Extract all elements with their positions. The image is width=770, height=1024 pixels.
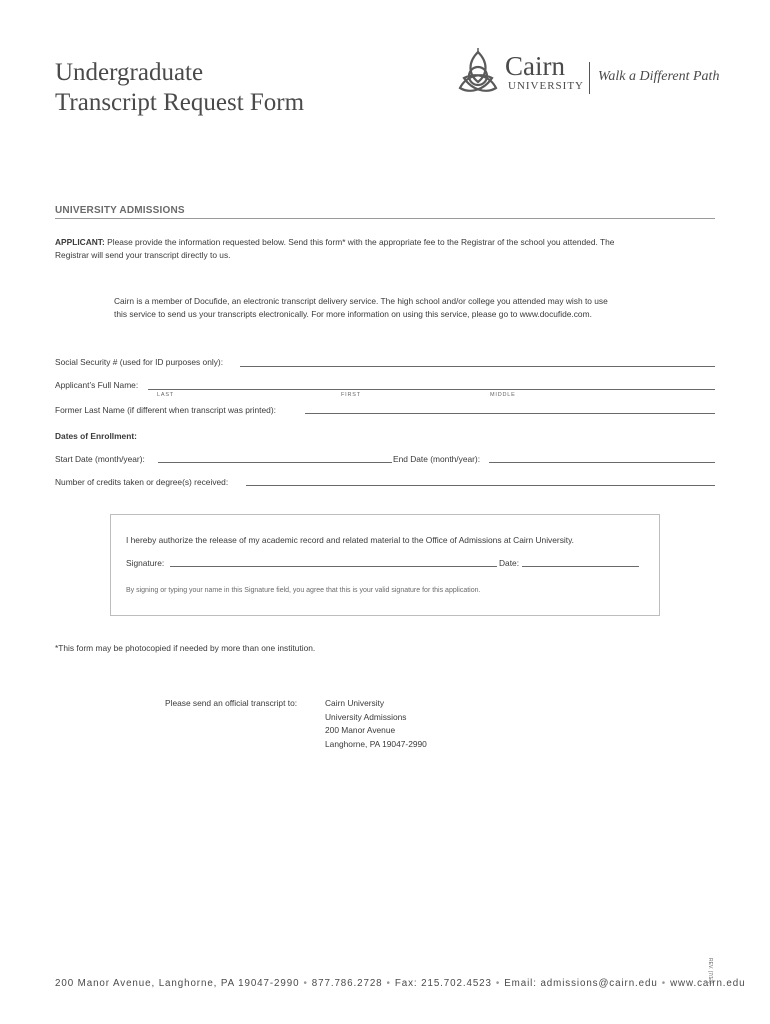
photocopy-note: *This form may be photocopied if needed by more than one institution. — [55, 643, 316, 653]
start-date-field[interactable] — [158, 462, 392, 463]
sub-label-middle: MIDDLE — [490, 392, 516, 398]
ssn-field[interactable] — [240, 366, 715, 367]
send-to-address — [325, 697, 427, 751]
signature-field[interactable] — [170, 566, 497, 567]
date-label: Date: — [499, 558, 520, 568]
send-to-label: Please send an official transcript to: — [165, 698, 298, 708]
authorization-statement: I hereby authorize the release of my academic record and related material to the Office of Admissions at Cairn University. — [126, 535, 574, 545]
address-line-1: Cairn University — [325, 698, 385, 708]
former-name-field[interactable] — [305, 413, 715, 414]
section-divider — [55, 218, 715, 219]
revision-code: REV. (7/13) — [707, 958, 713, 984]
logo-wordmark: Cairn — [505, 51, 565, 81]
sub-label-first: FIRST — [341, 392, 361, 398]
address-line-2: University Admissions — [325, 711, 407, 722]
cairn-knot-logo-icon — [454, 48, 502, 100]
end-date-field[interactable] — [489, 462, 715, 463]
footer-phone: 877.786.2728 — [311, 978, 383, 989]
applicant-instructions — [55, 236, 725, 262]
signature-label: Signature: — [126, 558, 165, 568]
full-name-field[interactable] — [148, 389, 715, 390]
dates-heading: Dates of Enrollment: — [55, 431, 137, 441]
title-line-2: Transcript Request Form — [55, 89, 305, 116]
authorization-box — [110, 514, 660, 616]
applicant-text-1: Please provide the information requested below. Send this form* with the appropriate fee to the Registrar of the school you attended. The — [107, 237, 615, 247]
credits-label: Number of credits taken or degree(s) received: — [55, 477, 229, 487]
docufide-info — [114, 295, 714, 321]
date-field[interactable] — [522, 566, 639, 567]
former-name-label: Former Last Name (if different when transcript was printed): — [55, 405, 276, 415]
ssn-label: Social Security # (used for ID purposes only): — [55, 357, 224, 367]
docufide-text-1: Cairn is a member of Docufide, an electronic transcript delivery service. The high school and/or college you attended may wish to use — [114, 296, 608, 306]
tagline: Walk a Different Path — [598, 69, 720, 84]
sub-label-last: LAST — [157, 392, 174, 398]
address-line-4: Langhorne, PA 19047-2990 — [325, 738, 427, 749]
address-line-3: 200 Manor Avenue — [325, 725, 396, 735]
applicant-label: APPLICANT: — [55, 237, 105, 247]
applicant-text-2: Registrar will send your transcript directly to us. — [55, 250, 231, 260]
credits-field[interactable] — [246, 485, 715, 486]
footer-website: www.cairn.edu — [670, 978, 746, 989]
docufide-text-2: this service to send us your transcripts electronically. For more information on using this service, please go to www.docufide.com. — [114, 309, 592, 319]
section-heading: UNIVERSITY ADMISSIONS — [55, 205, 185, 216]
footer-fax: Fax: 215.702.4523 — [394, 978, 492, 989]
footer-separator: • — [495, 978, 501, 989]
footer-separator: • — [661, 978, 667, 989]
logo-subtitle: UNIVERSITY — [508, 80, 584, 92]
footer-contact — [55, 978, 746, 989]
footer-address: 200 Manor Avenue, Langhorne, PA 19047-2990 — [55, 978, 300, 989]
page-title — [55, 58, 304, 118]
logo-divider — [589, 62, 590, 94]
title-line-1: Undergraduate — [55, 59, 204, 86]
footer-email: Email: admissions@cairn.edu — [504, 978, 658, 989]
signature-note: By signing or typing your name in this Signature field, you agree that this is your valid signature for this application. — [126, 587, 481, 594]
start-date-label: Start Date (month/year): — [55, 454, 145, 464]
end-date-label: End Date (month/year): — [393, 454, 481, 464]
footer-separator: • — [386, 978, 391, 989]
footer-separator: • — [303, 978, 308, 989]
full-name-label: Applicant’s Full Name: — [55, 380, 139, 390]
